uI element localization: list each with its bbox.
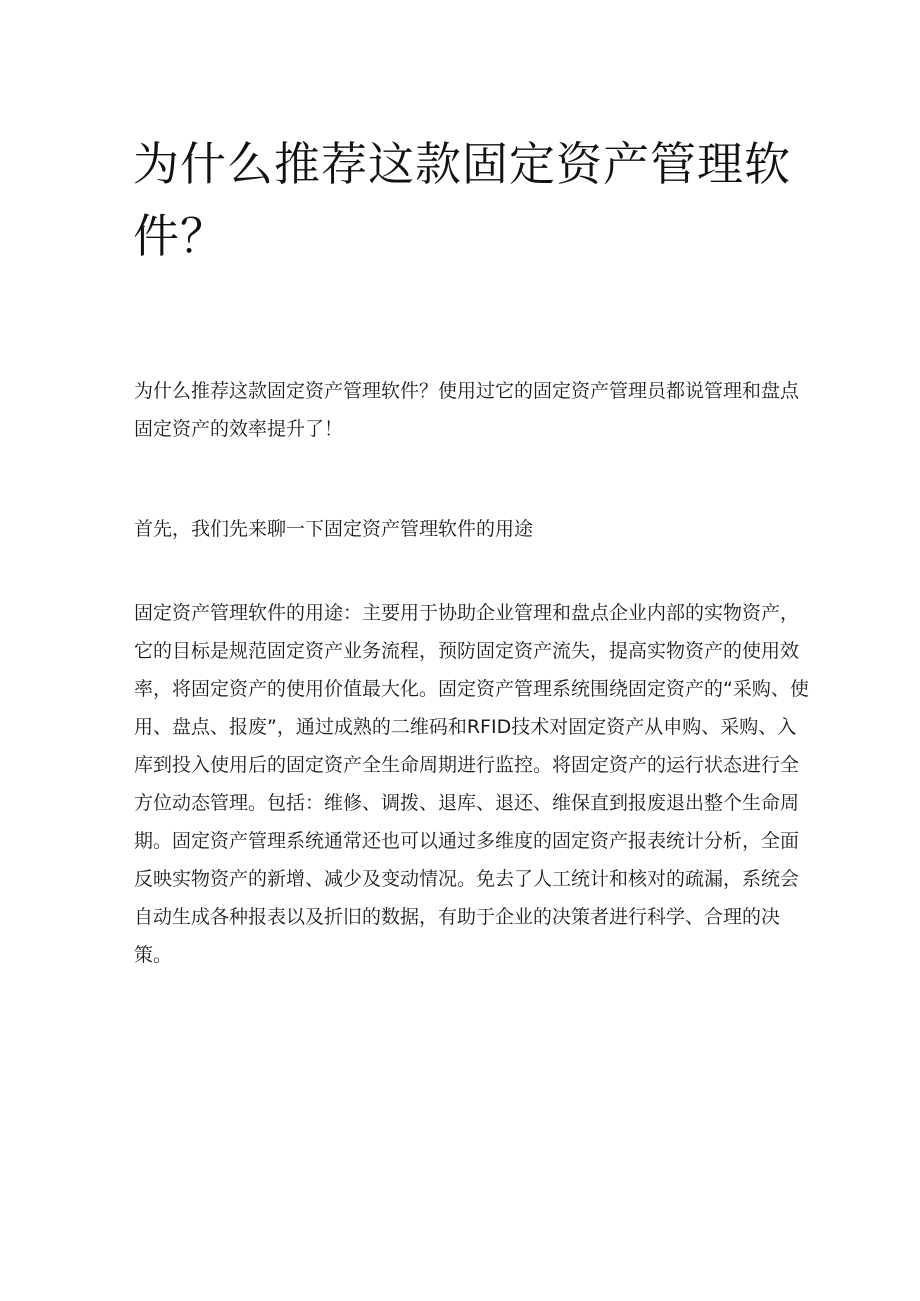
section-lead-paragraph: 首先，我们先来聊一下固定资产管理软件的用途 bbox=[134, 518, 534, 540]
document-title: 为什么推荐这款固定资产管理软件？ bbox=[133, 137, 791, 263]
intro-paragraph: 为什么推荐这款固定资产管理软件？使用过它的固定资产管理员都说管理和盘点固定资产的效率提升了！ bbox=[134, 380, 800, 440]
usage-description-paragraph: 固定资产管理软件的用途：主要用于协助企业管理和盘点企业内部的实物资产，它的目标是规范固定资产业务流程，预防固定资产流失，提高实物资产的使用效率，将固定资产的使用价值最大化。固定资产管理系统围绕固定资产的“采购、使用、盘点、报废”，通过成熟的二维码和RFID技术对固定资产从申购、采购、入库到投入使用后的固定资产全生命周期进行监控。将固定资产的运行状态进行全方位动态管理。包括：维修、调拨、退库、退还、维保直到报废退出整个生命周期。固定资产管理系统通常还也可以通过多维度的固定资产报表统计分析，全面反映实物资产的新增、减少及变动情况。免去了人工统计和核对的疏漏，系统会自动生成各种报表以及折旧的数据，有助于企业的决策者进行科学、合理的决策。 bbox=[134, 602, 809, 966]
